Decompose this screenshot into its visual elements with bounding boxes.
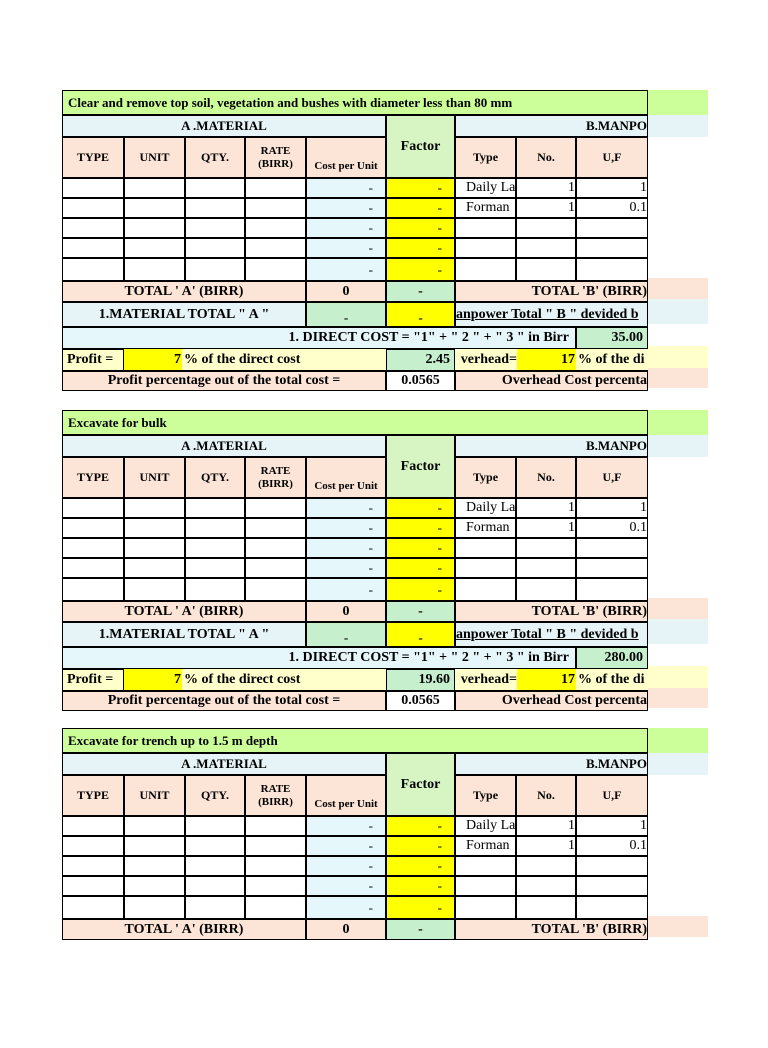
overhead-label: verhead= (455, 669, 517, 691)
total-factor-dash: - (386, 919, 455, 940)
mp-uf-cell: 0.1 (576, 198, 648, 218)
factor-cell: - (386, 558, 455, 578)
mp-no-cell: 1 (516, 518, 576, 538)
band-segment (648, 198, 708, 218)
factor-cell: - (386, 876, 455, 896)
band-segment (648, 299, 708, 324)
profit-text: % of the direct cost (182, 669, 386, 691)
material-cell (124, 856, 185, 876)
mp-no-cell: 1 (516, 178, 576, 198)
total-b-label: TOTAL 'B' (BIRR) (455, 601, 648, 622)
total-b-label: TOTAL 'B' (BIRR) (455, 919, 648, 940)
cost-per-unit-cell: - (306, 238, 386, 258)
band-segment (648, 90, 708, 115)
mp-type-cell (455, 856, 516, 876)
band-segment (648, 218, 708, 238)
total-a-label: TOTAL ' A' (BIRR) (62, 281, 306, 302)
mp-no-cell (516, 876, 576, 896)
col-rate-line2: (BIRR) (258, 157, 293, 170)
band-segment (648, 896, 708, 916)
profit-pct-label: Profit percentage out of the total cost = (62, 371, 386, 391)
material-total-value: - (306, 622, 386, 647)
material-cell (185, 836, 245, 856)
mp-col-uf: U,F (576, 457, 648, 498)
profit-label: Profit = (62, 669, 124, 691)
band-segment (648, 558, 708, 578)
material-cell (62, 816, 124, 836)
material-cell (62, 856, 124, 876)
col-rate-line1: RATE (260, 144, 291, 157)
material-cell (185, 856, 245, 876)
cost-per-unit-cell: - (306, 218, 386, 238)
band-segment (648, 137, 708, 178)
mp-type-cell: Forman (455, 518, 516, 538)
mp-type-cell: Forman (455, 198, 516, 218)
factor-cell: - (386, 578, 455, 601)
factor-cell: - (386, 518, 455, 538)
col-cost-per-unit: Cost per Unit (306, 457, 386, 498)
band-segment (648, 324, 708, 346)
mp-type-cell: Forman (455, 836, 516, 856)
band-segment (648, 775, 708, 816)
band-segment (648, 410, 708, 435)
overhead-pct-label: Overhead Cost percenta (455, 691, 648, 711)
material-cell (245, 876, 306, 896)
total-b-label: TOTAL 'B' (BIRR) (455, 281, 648, 302)
mp-type-cell (455, 896, 516, 919)
col-type: TYPE (62, 137, 124, 178)
band-segment (648, 578, 708, 598)
mp-uf-cell (576, 896, 648, 919)
col-qty: QTY. (185, 137, 245, 178)
col-type: TYPE (62, 775, 124, 816)
profit-rate: 7 (124, 669, 182, 691)
col-cost-per-unit: Cost per Unit (306, 775, 386, 816)
factor-cell: - (386, 198, 455, 218)
mp-no-cell: 1 (516, 836, 576, 856)
band-segment (648, 916, 708, 937)
total-a-value: 0 (306, 919, 386, 940)
mp-uf-cell (576, 876, 648, 896)
col-unit: UNIT (124, 775, 185, 816)
factor-header: Factor (386, 115, 455, 178)
factor-cell: - (386, 258, 455, 281)
factor-cell: - (386, 218, 455, 238)
mp-no-cell: 1 (516, 816, 576, 836)
band-segment (648, 346, 708, 368)
material-total-label: 1.MATERIAL TOTAL " A " (62, 302, 306, 327)
band-segment (648, 816, 708, 836)
factor-cell: - (386, 816, 455, 836)
material-cell (245, 836, 306, 856)
overhead-label: verhead= (455, 349, 517, 371)
material-cell (185, 816, 245, 836)
col-rate (245, 775, 306, 816)
cost-per-unit-cell: - (306, 836, 386, 856)
cost-per-unit-cell: - (306, 856, 386, 876)
col-rate-line2: (BIRR) (258, 795, 293, 808)
band-segment (648, 666, 708, 688)
col-unit: UNIT (124, 457, 185, 498)
band-segment (648, 619, 708, 644)
band-segment (648, 178, 708, 198)
section-footer (62, 90, 648, 410)
total-a-value: 0 (306, 281, 386, 302)
profit-label: Profit = (62, 349, 124, 371)
manpower-header: B.MANPO (455, 435, 648, 457)
band-segment (648, 368, 708, 388)
profit-pct-value: 0.0565 (386, 691, 455, 711)
cost-section-3 (0, 728, 768, 1048)
col-qty: QTY. (185, 457, 245, 498)
mp-uf-cell: 1 (576, 498, 648, 518)
mp-no-cell: 1 (516, 198, 576, 218)
material-cell (124, 816, 185, 836)
cost-per-unit-cell: - (306, 518, 386, 538)
mp-col-no: No. (516, 137, 576, 178)
factor-header: Factor (386, 435, 455, 498)
factor-cell: - (386, 238, 455, 258)
mp-col-type: Type (455, 457, 516, 498)
mp-col-no: No. (516, 457, 576, 498)
band-segment (648, 518, 708, 538)
section-title: Clear and remove top soil, vegetation and bushes with diameter less than 80 mm (62, 90, 648, 115)
material-header: A .MATERIAL (62, 115, 386, 137)
mp-type-cell: Daily La (455, 498, 516, 518)
manpower-header: B.MANPO (455, 115, 648, 137)
total-a-label: TOTAL ' A' (BIRR) (62, 601, 306, 622)
band-segment (648, 688, 708, 708)
profit-rate: 7 (124, 349, 182, 371)
material-cell (62, 876, 124, 896)
col-rate-line1: RATE (260, 464, 291, 477)
col-type: TYPE (62, 457, 124, 498)
cost-per-unit-cell: - (306, 498, 386, 518)
overhead-text: % of the di (576, 349, 648, 371)
factor-cell: - (386, 498, 455, 518)
mp-col-type: Type (455, 137, 516, 178)
factor-cell: - (386, 538, 455, 558)
manpower-header: B.MANPO (455, 753, 648, 775)
band-segment (648, 856, 708, 876)
mp-uf-cell (576, 856, 648, 876)
mp-col-no: No. (516, 775, 576, 816)
overhead-rate: 17 (517, 349, 576, 371)
factor-cell: - (386, 178, 455, 198)
profit-text: % of the direct cost (182, 349, 386, 371)
col-qty: QTY. (185, 775, 245, 816)
material-total-value: - (306, 302, 386, 327)
row-band-extension (648, 728, 708, 1048)
material-cell (124, 876, 185, 896)
direct-cost-value: 35.00 (576, 327, 648, 349)
factor-cell: - (386, 836, 455, 856)
band-segment (648, 258, 708, 278)
overhead-pct-label: Overhead Cost percenta (455, 371, 648, 391)
band-segment (648, 753, 708, 775)
mp-type-cell: Daily La (455, 178, 516, 198)
profit-pct-value: 0.0565 (386, 371, 455, 391)
mp-col-uf: U,F (576, 137, 648, 178)
mp-uf-cell: 1 (576, 178, 648, 198)
total-factor-dash: - (386, 281, 455, 302)
material-total-factor: - (386, 622, 455, 647)
band-segment (648, 435, 708, 457)
band-segment (648, 278, 708, 299)
cost-per-unit-cell: - (306, 538, 386, 558)
material-total-label: 1.MATERIAL TOTAL " A " (62, 622, 306, 647)
mp-col-uf: U,F (576, 775, 648, 816)
band-segment (648, 644, 708, 666)
total-factor-dash: - (386, 601, 455, 622)
material-cell (185, 876, 245, 896)
band-segment (648, 457, 708, 498)
material-header: A .MATERIAL (62, 435, 386, 457)
mp-no-cell: 1 (516, 498, 576, 518)
material-cell (245, 816, 306, 836)
cost-per-unit-cell: - (306, 816, 386, 836)
profit-pct-label: Profit percentage out of the total cost = (62, 691, 386, 711)
col-rate-line2: (BIRR) (258, 477, 293, 490)
band-segment (648, 238, 708, 258)
mp-uf-cell: 0.1 (576, 836, 648, 856)
mp-type-cell: Daily La (455, 816, 516, 836)
total-a-value: 0 (306, 601, 386, 622)
material-cell (245, 896, 306, 919)
band-segment (648, 728, 708, 753)
factor-cell: - (386, 896, 455, 919)
material-cell (124, 836, 185, 856)
row-band-extension (648, 90, 708, 410)
band-segment (648, 498, 708, 518)
direct-cost-label: 1. DIRECT COST = "1" + " 2 " + " 3 " in Birr (62, 327, 576, 349)
cost-section-1 (0, 90, 768, 410)
material-cell (62, 836, 124, 856)
mp-col-type: Type (455, 775, 516, 816)
manpower-total-label: anpower Total " B " devided b (455, 622, 648, 647)
row-band-extension (648, 410, 708, 730)
mp-no-cell (516, 856, 576, 876)
cost-per-unit-cell: - (306, 558, 386, 578)
manpower-total-label: anpower Total " B " devided b (455, 302, 648, 327)
material-cell (124, 896, 185, 919)
direct-cost-label: 1. DIRECT COST = "1" + " 2 " + " 3 " in Birr (62, 647, 576, 669)
overhead-text: % of the di (576, 669, 648, 691)
cost-per-unit-cell: - (306, 258, 386, 281)
profit-value: 19.60 (386, 669, 455, 691)
material-total-factor: - (386, 302, 455, 327)
band-segment (648, 538, 708, 558)
cost-per-unit-cell: - (306, 578, 386, 601)
material-cell (62, 896, 124, 919)
mp-type-cell (455, 876, 516, 896)
mp-uf-cell: 1 (576, 816, 648, 836)
cost-per-unit-cell: - (306, 178, 386, 198)
col-unit: UNIT (124, 137, 185, 178)
cost-section-2 (0, 410, 768, 730)
material-cell (245, 856, 306, 876)
profit-value: 2.45 (386, 349, 455, 371)
cost-per-unit-cell: - (306, 876, 386, 896)
material-header: A .MATERIAL (62, 753, 386, 775)
cost-per-unit-cell: - (306, 896, 386, 919)
total-a-label: TOTAL ' A' (BIRR) (62, 919, 306, 940)
band-segment (648, 598, 708, 619)
band-segment (648, 115, 708, 137)
direct-cost-value: 280.00 (576, 647, 648, 669)
overhead-rate: 17 (517, 669, 576, 691)
mp-no-cell (516, 896, 576, 919)
band-segment (648, 876, 708, 896)
band-segment (648, 836, 708, 856)
section-footer (62, 410, 648, 730)
cost-per-unit-cell: - (306, 198, 386, 218)
section-title: Excavate for trench up to 1.5 m depth (62, 728, 648, 753)
factor-cell: - (386, 856, 455, 876)
section-title: Excavate for bulk (62, 410, 648, 435)
factor-header: Factor (386, 753, 455, 816)
col-cost-per-unit: Cost per Unit (306, 137, 386, 178)
col-rate-line1: RATE (260, 782, 291, 795)
material-cell (185, 896, 245, 919)
mp-uf-cell: 0.1 (576, 518, 648, 538)
